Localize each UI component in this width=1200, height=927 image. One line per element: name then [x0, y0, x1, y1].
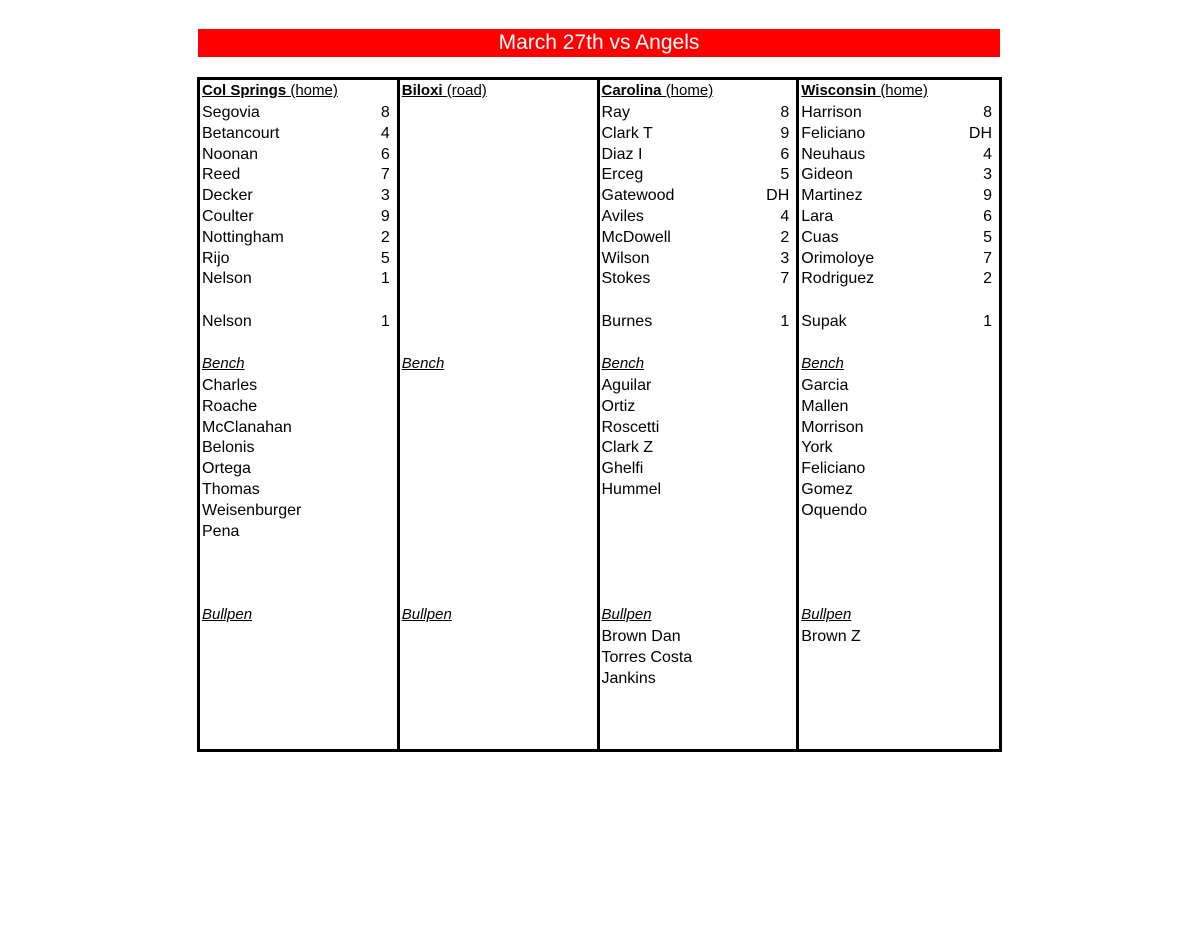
lineup-row: [602, 268, 790, 289]
player-position: 4: [780, 208, 790, 225]
player-position: 2: [983, 270, 992, 288]
lineup-row: [801, 164, 992, 185]
lineup-row: [202, 227, 390, 248]
starting-pitcher-row: [801, 311, 992, 332]
player-name: Decker: [202, 187, 253, 205]
player-position: 3: [780, 249, 790, 267]
team-header: [402, 80, 590, 101]
player-name: Nelson: [202, 270, 252, 288]
player-position: 7: [983, 249, 992, 267]
player-name: Supak: [801, 313, 847, 330]
player-name: Stokes: [601, 270, 651, 288]
team-venue: (home): [665, 82, 714, 99]
lineup-row: [202, 248, 390, 269]
bench-player: Oquendo: [801, 501, 868, 519]
player-position: 6: [983, 208, 992, 225]
player-position: 4: [983, 145, 992, 163]
bench-player: Weisenburger: [202, 501, 302, 519]
team-name: Wisconsin: [801, 82, 877, 99]
team-venue: (home): [880, 82, 928, 99]
team-header: [202, 80, 390, 101]
player-position: 8: [983, 104, 992, 121]
player-position: 9: [380, 208, 390, 225]
bench-player: Hummel: [601, 481, 662, 498]
player-name: Orimoloye: [801, 249, 875, 267]
player-position: 1: [380, 270, 390, 288]
team-name: Col Springs: [202, 82, 287, 99]
lineup-row: [801, 227, 992, 248]
player-position: 3: [983, 166, 992, 184]
player-position: 9: [983, 187, 992, 205]
player-position: 6: [780, 145, 790, 163]
lineup-row: [602, 123, 790, 144]
lineup-row: [602, 185, 790, 206]
lineup-row: [602, 102, 790, 123]
bench-header: Bench: [801, 355, 844, 372]
lineup-grid: [197, 77, 1002, 752]
player-position: 5: [380, 249, 390, 267]
bench-player: Aguilar: [601, 377, 652, 394]
player-position: 1: [380, 313, 390, 330]
bench-header: Bench: [401, 355, 445, 372]
player-name: Harrison: [801, 104, 862, 121]
lineup-row: [202, 102, 390, 123]
bench-player: Charles: [202, 377, 258, 394]
player-position: 8: [780, 104, 790, 121]
bench-player: Thomas: [202, 481, 260, 498]
bench-player: Pena: [202, 522, 240, 540]
player-position: 4: [380, 124, 390, 142]
lineup-row: [202, 268, 390, 289]
bench-player: Belonis: [202, 439, 255, 457]
player-name: Nottingham: [202, 228, 284, 246]
player-name: Rijo: [202, 249, 230, 267]
bench-player: Ortiz: [601, 397, 636, 415]
player-name: Cuas: [801, 228, 839, 246]
team-column-biloxi: [400, 80, 600, 749]
player-name: Aviles: [601, 208, 644, 225]
lineup-row: [602, 144, 790, 165]
player-name: Gatewood: [601, 187, 675, 205]
player-position: 8: [380, 104, 390, 121]
lineup-row: [602, 248, 790, 269]
player-name: Feliciano: [801, 124, 866, 142]
lineup-row: [801, 144, 992, 165]
player-position: 1: [983, 313, 992, 330]
bullpen-header: Bullpen: [601, 606, 652, 623]
player-name: Ray: [601, 104, 630, 121]
bench-player: Morrison: [801, 418, 864, 436]
player-position: 5: [780, 166, 790, 184]
lineup-row: [801, 102, 992, 123]
player-position: DH: [766, 187, 790, 205]
player-position: 6: [380, 145, 390, 163]
bench-player: Clark Z: [601, 439, 654, 457]
player-position: 7: [380, 166, 390, 184]
bullpen-pitcher: Brown Dan: [601, 628, 681, 645]
team-header: [801, 80, 992, 101]
player-name: Noonan: [202, 145, 259, 163]
bench-header: Bench: [202, 355, 245, 372]
bench-player: Roscetti: [601, 418, 660, 436]
bench-player: Gomez: [801, 481, 853, 498]
team-venue: (road): [446, 82, 487, 99]
player-name: Erceg: [601, 166, 644, 184]
player-name: Betancourt: [202, 124, 280, 142]
team-name: Biloxi: [401, 82, 443, 99]
bullpen-pitcher: Brown Z: [801, 628, 861, 645]
player-name: Nelson: [202, 313, 252, 330]
bench-player: Mallen: [801, 397, 849, 415]
page-title: March 27th vs Angels: [198, 29, 1000, 57]
lineup-row: [801, 206, 992, 227]
lineup-row: [202, 206, 390, 227]
player-position: 1: [780, 313, 790, 330]
player-name: Wilson: [601, 249, 650, 267]
bullpen-header: Bullpen: [401, 606, 452, 623]
player-position: 5: [983, 228, 992, 246]
lineup-row: [801, 123, 992, 144]
starting-pitcher-row: [602, 311, 790, 332]
bench-header: Bench: [601, 355, 645, 372]
player-position: 2: [380, 228, 390, 246]
lineup-row: [801, 248, 992, 269]
team-column-carolina: [600, 80, 800, 749]
player-name: Lara: [801, 208, 834, 225]
player-name: Diaz I: [601, 145, 643, 163]
lineup-row: [202, 164, 390, 185]
starting-pitcher-row: [202, 311, 390, 332]
bench-player: York: [801, 439, 833, 457]
player-name: Rodriguez: [801, 270, 875, 288]
lineup-row: [602, 206, 790, 227]
player-name: Neuhaus: [801, 145, 866, 163]
player-name: Clark T: [601, 124, 653, 142]
bench-player: Ghelfi: [601, 460, 644, 478]
lineup-row: [202, 185, 390, 206]
bench-player: McClanahan: [202, 418, 292, 436]
player-position: 3: [380, 187, 390, 205]
player-position: 9: [780, 124, 790, 142]
player-position: 2: [780, 228, 790, 246]
bullpen-pitcher: Torres Costa: [601, 648, 693, 666]
player-name: Burnes: [601, 313, 653, 330]
bullpen-header: Bullpen: [801, 606, 852, 623]
lineup-row: [202, 144, 390, 165]
team-column-col-springs: [200, 80, 400, 749]
bench-player: Roache: [202, 397, 258, 415]
player-name: Gideon: [801, 166, 853, 184]
player-position: 7: [780, 270, 790, 288]
bullpen-pitcher: Jankins: [601, 669, 656, 687]
player-name: Segovia: [202, 104, 260, 121]
bench-player: Feliciano: [801, 460, 866, 478]
team-column-wisconsin: [799, 80, 999, 749]
bullpen-header: Bullpen: [202, 606, 253, 623]
player-name: Coulter: [202, 208, 254, 225]
player-name: Reed: [202, 166, 241, 184]
lineup-row: [801, 185, 992, 206]
player-name: Martinez: [801, 187, 863, 205]
lineup-row: [202, 123, 390, 144]
bench-player: Garcia: [801, 377, 849, 394]
player-name: McDowell: [601, 228, 671, 246]
lineup-row: [602, 227, 790, 248]
lineup-row: [602, 164, 790, 185]
team-venue: (home): [290, 82, 338, 99]
team-header: [602, 80, 790, 101]
player-position: DH: [968, 124, 992, 142]
bench-player: Ortega: [202, 460, 251, 478]
lineup-row: [801, 268, 992, 289]
team-name: Carolina: [601, 82, 662, 99]
